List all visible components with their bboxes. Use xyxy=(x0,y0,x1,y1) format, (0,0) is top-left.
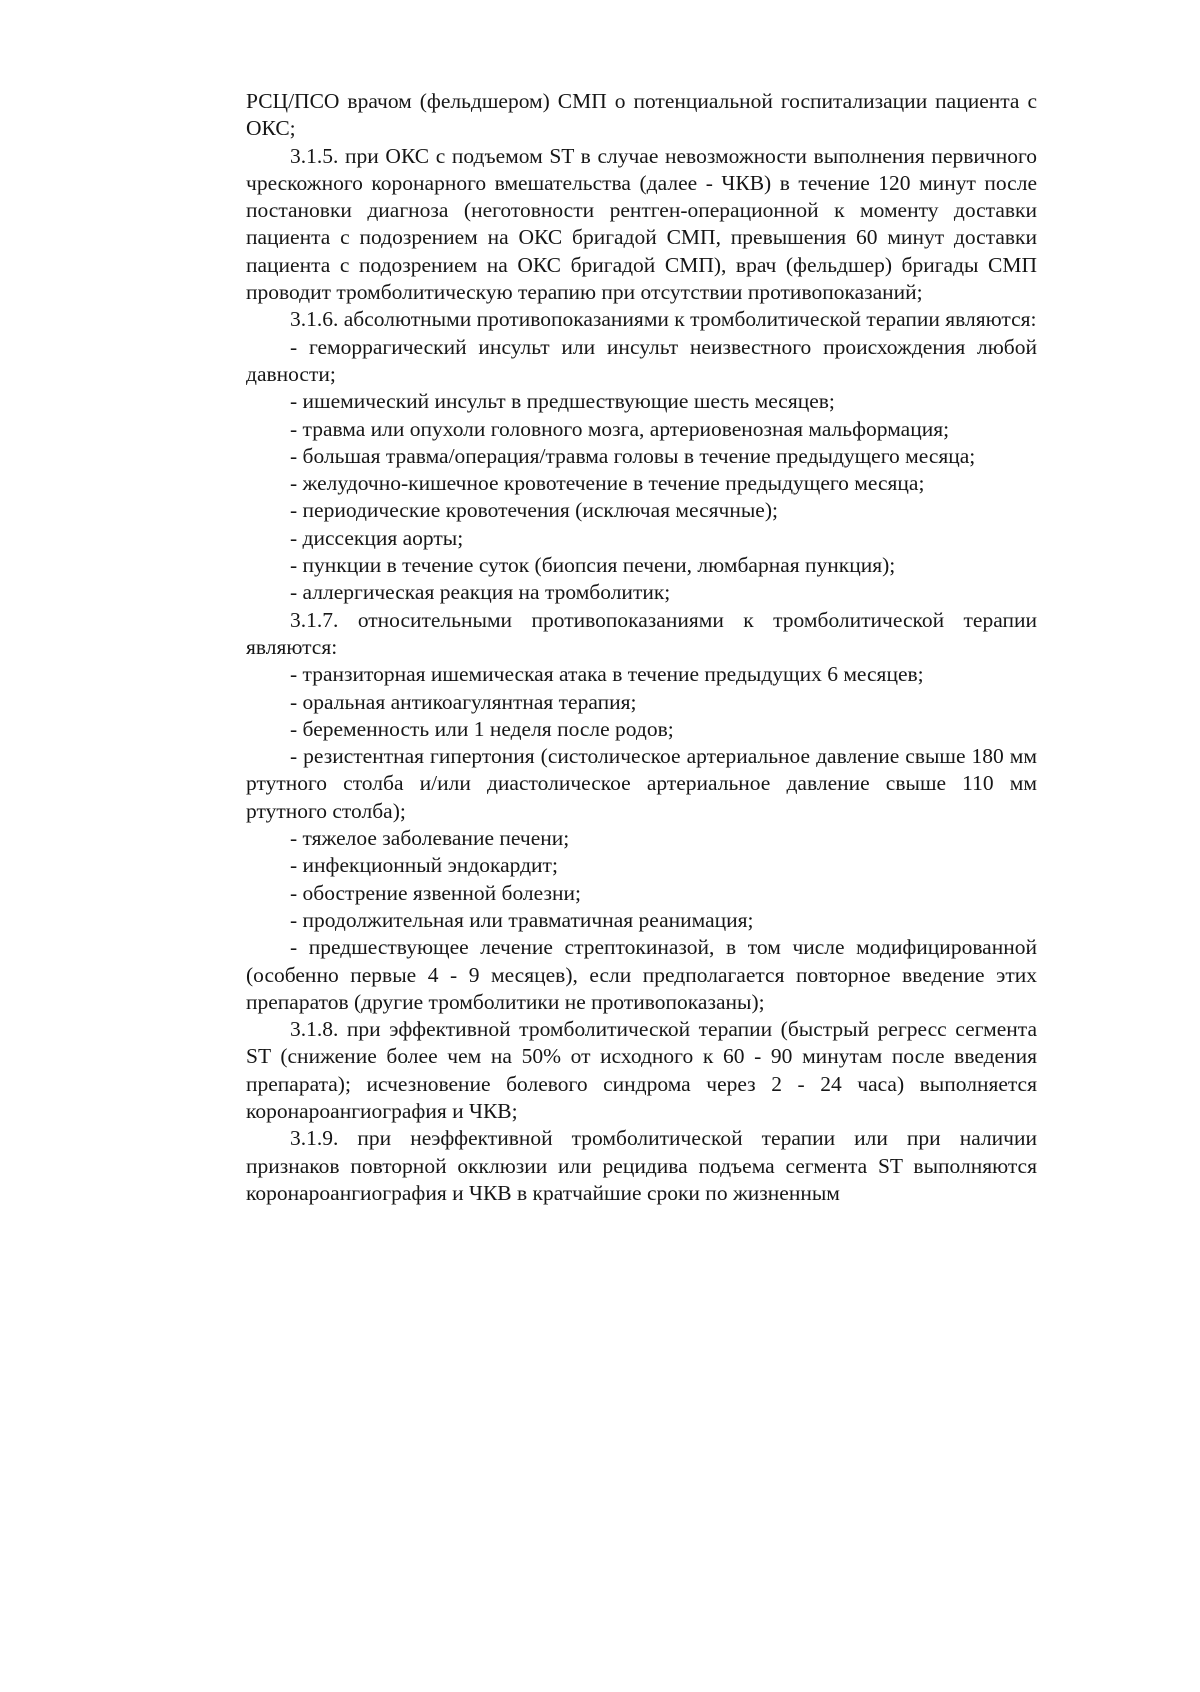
paragraph-3-1-5: 3.1.5. при ОКС с подъемом ST в случае невозможности выполнения первичного чрескожного коронарного вмешательства (далее - ЧКВ) в течение 120 минут после постановки диагноза (неготовности рентген-операционной к моменту доставки пациента с подозрением на ОКС бригадой СМП, превышения 60 минут доставки пациента с подозрением на ОКС бригадой СМП), врач (фельдшер) бригады СМП проводит тромболитическую терапию при отсутствии противопоказаний; xyxy=(246,143,1037,305)
list-item-absolute-contraindication: - травма или опухоли головного мозга, артериовенозная мальформация; xyxy=(290,416,950,441)
list-item-absolute-contraindication: - желудочно-кишечное кровотечение в течение предыдущего месяца; xyxy=(290,471,925,496)
list-item-absolute-contraindication: - аллергическая реакция на тромболитик; xyxy=(290,580,671,605)
list-item-absolute-contraindication: - периодические кровотечения (исключая месячные); xyxy=(290,498,778,523)
paragraph-3-1-8: 3.1.8. при эффективной тромболитической терапии (быстрый регресс сегмента ST (снижение более чем на 50% от исходного к 60 - 90 минутам после введения препарата); исчезновение болевого синдрома через 2 - 24 часа) выполняется коронароангиография и ЧКВ; xyxy=(246,1017,1037,1123)
list-item-relative-contraindication: - продолжительная или травматичная реанимация; xyxy=(290,907,754,932)
document-body xyxy=(246,88,1037,1207)
paragraph-3-1-7: 3.1.7. относительными противопоказаниями к тромболитической терапии являются: xyxy=(246,607,1037,659)
list-item-relative-contraindication: - инфекционный эндокардит; xyxy=(290,853,558,878)
list-item-absolute-contraindication: - геморрагический инсульт или инсульт неизвестного происхождения любой давности; xyxy=(246,334,1037,386)
list-item-absolute-contraindication: - большая травма/операция/травма головы в течение предыдущего месяца; xyxy=(290,443,976,468)
paragraph-continuation: РСЦ/ПСО врачом (фельдшером) СМП о потенциальной госпитализации пациента с ОКС; xyxy=(246,89,1037,141)
list-item-relative-contraindication: - транзиторная ишемическая атака в течение предыдущих 6 месяцев; xyxy=(290,662,924,687)
list-item-relative-contraindication: - тяжелое заболевание печени; xyxy=(290,826,570,851)
list-item-relative-contraindication: - предшествующее лечение стрептокиназой, в том числе модифицированной (особенно первые 4 - 9 месяцев), если предполагается повторное введение этих препаратов (другие тромболитики не противопоказаны); xyxy=(246,935,1037,1014)
list-item-relative-contraindication: - обострение язвенной болезни; xyxy=(290,880,581,905)
list-item-absolute-contraindication: - пункции в течение суток (биопсия печени, люмбарная пункция); xyxy=(290,553,896,578)
paragraph-3-1-9: 3.1.9. при неэффективной тромболитической терапии или при наличии признаков повторной окклюзии или рецидива подъема сегмента ST выполняются коронароангиография и ЧКВ в кратчайшие сроки по жизненным xyxy=(246,1126,1037,1205)
paragraph-3-1-6: 3.1.6. абсолютными противопоказаниями к тромболитической терапии являются: xyxy=(290,307,1037,332)
list-item-relative-contraindication: - беременность или 1 неделя после родов; xyxy=(290,716,674,741)
list-item-absolute-contraindication: - диссекция аорты; xyxy=(290,525,464,550)
list-item-absolute-contraindication: - ишемический инсульт в предшествующие шесть месяцев; xyxy=(290,389,835,414)
list-item-relative-contraindication: - оральная антикоагулянтная терапия; xyxy=(290,689,637,714)
list-item-relative-contraindication: - резистентная гипертония (систолическое артериальное давление свыше 180 мм ртутного столба и/или диастолическое артериальное давление свыше 110 мм ртутного столба); xyxy=(246,744,1037,823)
